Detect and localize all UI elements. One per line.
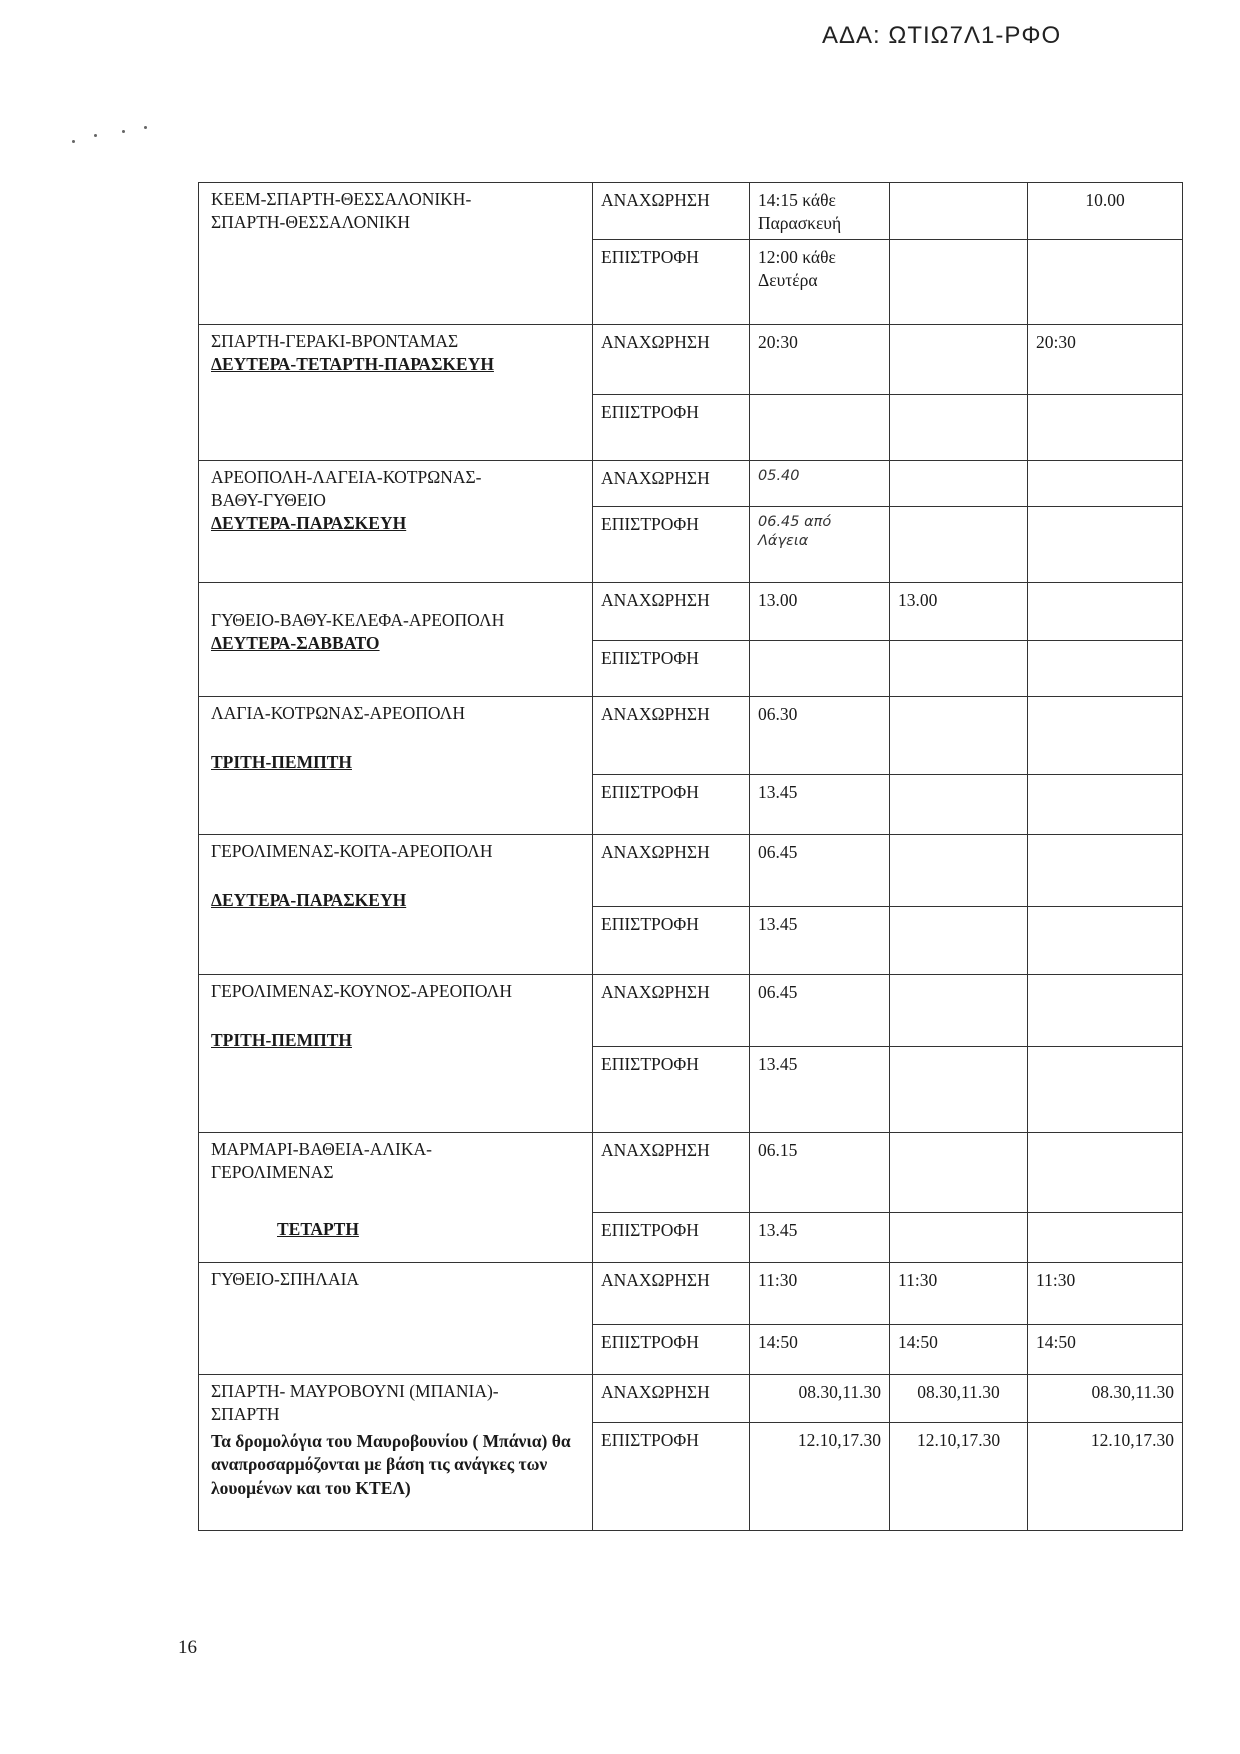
- route-days: ΤΡΙΤΗ-ΠΕΜΠΤΗ: [211, 1030, 352, 1051]
- time-cell: [890, 1047, 1028, 1133]
- route-name-line: ΣΠΑΡΤΗ: [211, 1404, 280, 1425]
- route-row-departure: [199, 1263, 1183, 1325]
- direction-label: ΕΠΙΣΤΡΟΦΗ: [593, 1047, 750, 1133]
- route-days: ΤΕΤΑΡΤΗ: [277, 1219, 359, 1240]
- page-number: 16: [178, 1637, 197, 1658]
- route-row-departure: [199, 975, 1183, 1047]
- route-name-line: ΜΑΡΜΑΡΙ-ΒΑΘΕΙΑ-ΑΛΙΚΑ-: [211, 1139, 432, 1160]
- route-days: ΔΕΥΤΕΡΑ-ΠΑΡΑΣΚΕΥΗ: [211, 890, 407, 911]
- time-cell: 12.10,17.30: [1028, 1423, 1183, 1531]
- route-cell: [199, 975, 593, 1133]
- time-cell: [890, 395, 1028, 461]
- time-cell: 13.00: [750, 583, 890, 641]
- time-cell: [890, 183, 1028, 240]
- route-days: ΤΡΙΤΗ-ΠΕΜΠΤΗ: [211, 752, 352, 773]
- scan-speck: [94, 134, 97, 137]
- route-name-line: ΓΕΡΟΛΙΜΕΝΑΣ-ΚΟΥΝΟΣ-ΑΡΕΟΠΟΛΗ: [211, 981, 512, 1002]
- route-days: ΔΕΥΤΕΡΑ-ΤΕΤΑΡΤΗ-ΠΑΡΑΣΚΕΥΗ: [211, 354, 494, 375]
- time-cell: 13.00: [890, 583, 1028, 641]
- time-cell: 08.30,11.30: [890, 1375, 1028, 1423]
- direction-label: ΕΠΙΣΤΡΟΦΗ: [593, 641, 750, 697]
- direction-label: ΑΝΑΧΩΡΗΣΗ: [593, 325, 750, 395]
- route-note: Τα δρομολόγια του Μαυροβουνίου ( Μπάνια) θα αναπροσαρμόζονται με βάση τις ανάγκες των λουομένων και του ΚΤΕΛ): [211, 1431, 571, 1498]
- direction-label: ΑΝΑΧΩΡΗΣΗ: [593, 835, 750, 907]
- time-cell: 12.10,17.30: [890, 1423, 1028, 1531]
- route-row-departure: [199, 835, 1183, 907]
- scan-speck: [122, 130, 125, 133]
- direction-label: ΑΝΑΧΩΡΗΣΗ: [593, 975, 750, 1047]
- route-cell: [199, 835, 593, 975]
- route-name-line: ΓΕΡΟΛΙΜΕΝΑΣ-ΚΟΙΤΑ-ΑΡΕΟΠΟΛΗ: [211, 841, 493, 862]
- time-cell: 20:30: [1028, 325, 1183, 395]
- direction-label: ΕΠΙΣΤΡΟΦΗ: [593, 907, 750, 975]
- direction-label: ΕΠΙΣΤΡΟΦΗ: [593, 395, 750, 461]
- time-cell: 13.45: [750, 1047, 890, 1133]
- time-cell: 06.30: [750, 697, 890, 775]
- direction-label: ΕΠΙΣΤΡΟΦΗ: [593, 1213, 750, 1263]
- time-cell: [890, 641, 1028, 697]
- route-row-departure: [199, 583, 1183, 641]
- direction-label: ΑΝΑΧΩΡΗΣΗ: [593, 697, 750, 775]
- direction-label: ΑΝΑΧΩΡΗΣΗ: [593, 461, 750, 507]
- time-cell: 10.00: [1028, 183, 1183, 240]
- time-cell: 06.45 από Λάγεια: [750, 507, 890, 583]
- time-cell: [890, 461, 1028, 507]
- time-cell: [1028, 240, 1183, 325]
- time-cell: [1028, 975, 1183, 1047]
- route-name-line: ΣΠΑΡΤΗ- ΜΑΥΡΟΒΟΥΝΙ (ΜΠΑΝΙΑ)-: [211, 1381, 499, 1402]
- time-cell: [890, 975, 1028, 1047]
- direction-label: ΕΠΙΣΤΡΟΦΗ: [593, 507, 750, 583]
- time-cell: [1028, 775, 1183, 835]
- route-row-departure: [199, 1375, 1183, 1423]
- route-cell: [199, 461, 593, 583]
- time-cell: [890, 1213, 1028, 1263]
- ada-code: ΑΔΑ: ΩΤΙΩ7Λ1-ΡΦΟ: [822, 22, 1062, 49]
- time-cell: [890, 697, 1028, 775]
- time-cell: [1028, 583, 1183, 641]
- direction-label: ΕΠΙΣΤΡΟΦΗ: [593, 1423, 750, 1531]
- time-cell: [890, 835, 1028, 907]
- direction-label: ΕΠΙΣΤΡΟΦΗ: [593, 1325, 750, 1375]
- route-name-line: ΣΠΑΡΤΗ-ΘΕΣΣΑΛΟΝΙΚΗ: [211, 212, 411, 233]
- route-name-line: ΚΕΕΜ-ΣΠΑΡΤΗ-ΘΕΣΣΑΛΟΝΙΚΗ-: [211, 189, 472, 209]
- route-name-line: ΓΥΘΕΙΟ-ΣΠΗΛΑΙΑ: [211, 1269, 360, 1290]
- time-cell: 06.45: [750, 835, 890, 907]
- time-cell: 08.30,11.30: [750, 1375, 890, 1423]
- time-cell: [1028, 1047, 1183, 1133]
- time-cell: 20:30: [750, 325, 890, 395]
- scan-speck: [72, 140, 75, 143]
- direction-label: ΕΠΙΣΤΡΟΦΗ: [593, 775, 750, 835]
- route-cell: [199, 183, 593, 325]
- direction-label: ΑΝΑΧΩΡΗΣΗ: [593, 183, 750, 240]
- time-cell: 12:00 κάθε Δευτέρα: [750, 240, 890, 325]
- route-name-line: ΓΥΘΕΙΟ-ΒΑΘΥ-ΚΕΛΕΦΑ-ΑΡΕΟΠΟΛΗ: [211, 610, 505, 631]
- route-row-departure: [199, 183, 1183, 240]
- time-cell: [890, 507, 1028, 583]
- route-row-departure: [199, 697, 1183, 775]
- time-cell: 14:15 κάθε Παρασκευή: [750, 183, 890, 240]
- time-cell: 11:30: [750, 1263, 890, 1325]
- time-cell: 14:50: [890, 1325, 1028, 1375]
- time-cell: [1028, 697, 1183, 775]
- direction-label: ΑΝΑΧΩΡΗΣΗ: [593, 1263, 750, 1325]
- route-name-line: ΣΠΑΡΤΗ-ΓΕΡΑΚΙ-ΒΡΟΝΤΑΜΑΣ: [211, 331, 459, 352]
- time-cell: 13.45: [750, 775, 890, 835]
- time-cell: [1028, 507, 1183, 583]
- time-cell: [1028, 461, 1183, 507]
- route-cell: [199, 1375, 593, 1531]
- route-cell: [199, 1263, 593, 1375]
- time-cell: [890, 907, 1028, 975]
- route-row-departure: [199, 461, 1183, 507]
- time-cell: 14:50: [750, 1325, 890, 1375]
- scan-speck: [144, 126, 147, 129]
- direction-label: ΑΝΑΧΩΡΗΣΗ: [593, 1133, 750, 1213]
- time-cell: [890, 775, 1028, 835]
- time-cell: [1028, 1213, 1183, 1263]
- schedule-body: [199, 183, 1183, 1531]
- time-cell: [1028, 395, 1183, 461]
- time-cell: 13.45: [750, 1213, 890, 1263]
- schedule-table: [198, 182, 1183, 1531]
- time-cell: [750, 395, 890, 461]
- time-cell: [1028, 907, 1183, 975]
- route-name-line: ΓΕΡΟΛΙΜΕΝΑΣ: [211, 1162, 334, 1183]
- time-cell: [1028, 1133, 1183, 1213]
- time-cell: 12.10,17.30: [750, 1423, 890, 1531]
- route-days: ΔΕΥΤΕΡΑ-ΠΑΡΑΣΚΕΥΗ: [211, 513, 407, 534]
- route-name-line: ΑΡΕΟΠΟΛΗ-ΛΑΓΕΙΑ-ΚΟΤΡΩΝΑΣ-: [211, 467, 482, 488]
- route-days: ΔΕΥΤΕΡΑ-ΣΑΒΒΑΤΟ: [211, 633, 380, 654]
- time-cell: 11:30: [890, 1263, 1028, 1325]
- route-cell: [199, 1133, 593, 1263]
- time-cell: 05.40: [750, 461, 890, 507]
- time-cell: [750, 641, 890, 697]
- route-cell: [199, 697, 593, 835]
- route-row-departure: [199, 325, 1183, 395]
- direction-label: ΑΝΑΧΩΡΗΣΗ: [593, 583, 750, 641]
- route-cell: [199, 325, 593, 461]
- time-cell: [890, 325, 1028, 395]
- time-cell: [1028, 835, 1183, 907]
- time-cell: 14:50: [1028, 1325, 1183, 1375]
- time-cell: [890, 240, 1028, 325]
- time-cell: 08.30,11.30: [1028, 1375, 1183, 1423]
- route-cell: [199, 583, 593, 697]
- time-cell: 06.15: [750, 1133, 890, 1213]
- direction-label: ΑΝΑΧΩΡΗΣΗ: [593, 1375, 750, 1423]
- route-row-departure: [199, 1133, 1183, 1213]
- time-cell: [890, 1133, 1028, 1213]
- route-name-line: ΛΑΓΙΑ-ΚΟΤΡΩΝΑΣ-ΑΡΕΟΠΟΛΗ: [211, 703, 465, 724]
- route-name-line: ΒΑΘΥ-ΓΥΘΕΙΟ: [211, 490, 326, 511]
- time-cell: 11:30: [1028, 1263, 1183, 1325]
- time-cell: 13.45: [750, 907, 890, 975]
- time-cell: [1028, 641, 1183, 697]
- direction-label: ΕΠΙΣΤΡΟΦΗ: [593, 240, 750, 325]
- time-cell: 06.45: [750, 975, 890, 1047]
